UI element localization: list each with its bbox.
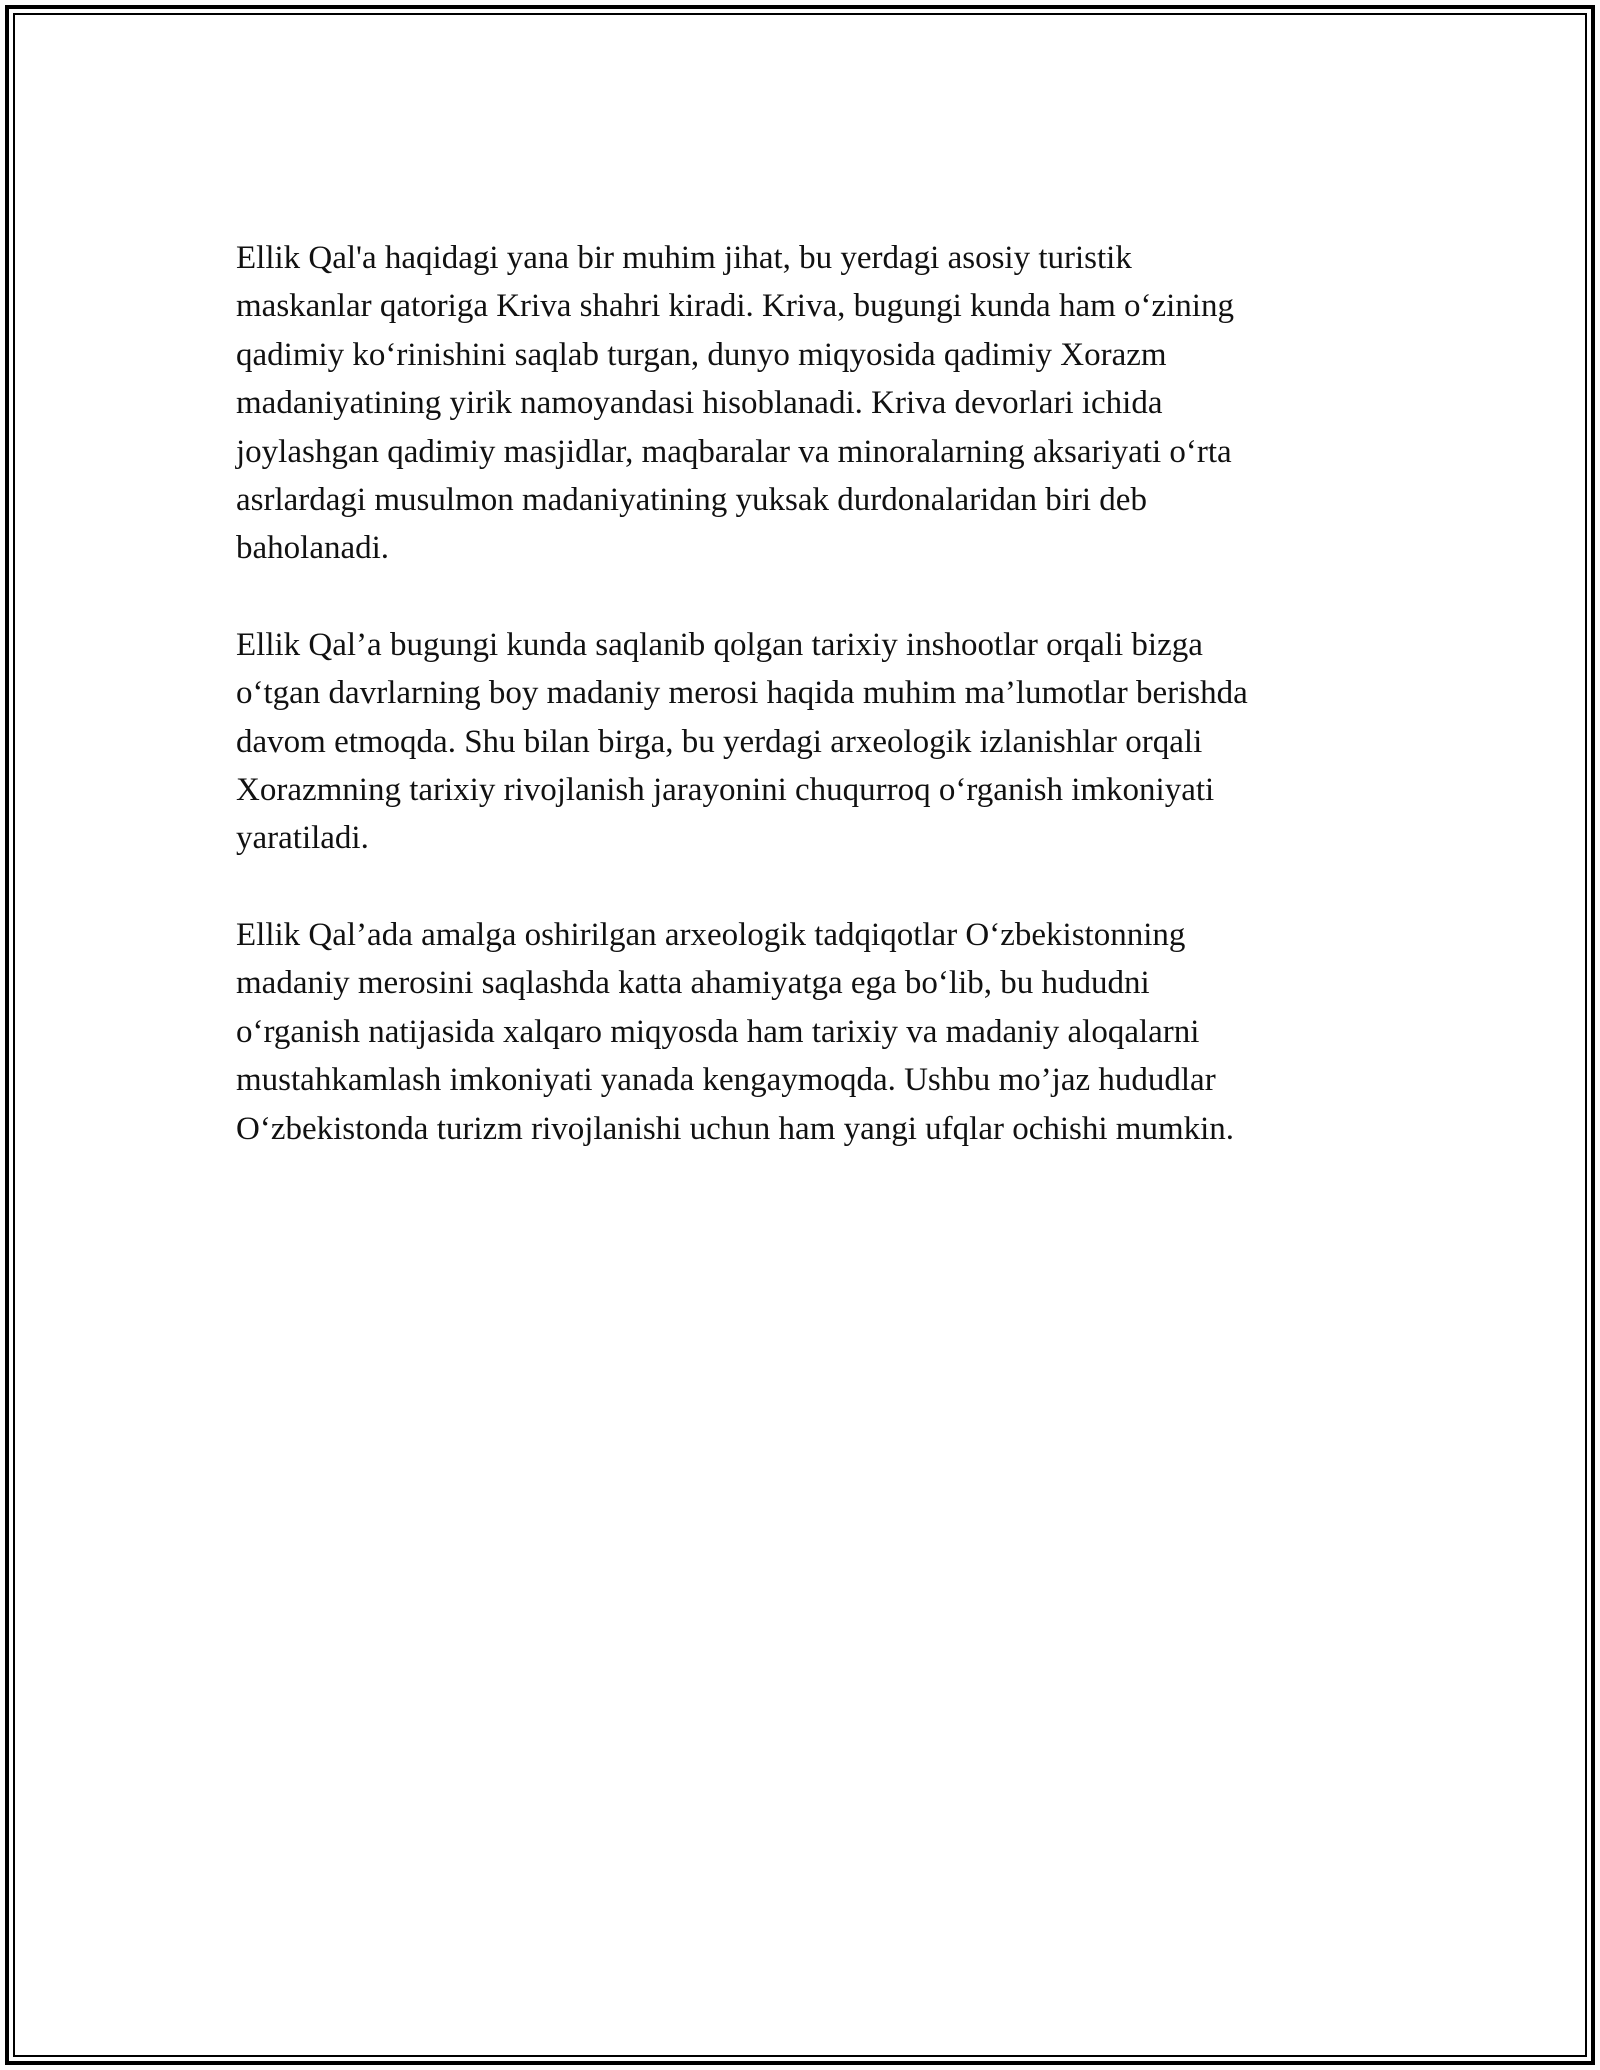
text-line: davom etmoqda. Shu bilan birga, bu yerdagi arxeologik izlanishlar orqali [236, 723, 1203, 760]
text-line: madaniy merosini saqlashda katta ahamiyatga ega bo‘lib, bu hududni [236, 965, 1150, 1002]
text-line: qadimiy ko‘rinishini saqlab turgan, dunyo miqyosida qadimiy Xorazm [236, 336, 1167, 373]
paragraph-2 [236, 621, 1386, 863]
text-line: o‘rganish natijasida xalqaro miqyosda ham tarixiy va madaniy aloqalarni [236, 1013, 1200, 1050]
paragraph-3 [236, 911, 1386, 1153]
text-line: Xorazmning tarixiy rivojlanish jarayonini chuqurroq o‘rganish imkoniyati [236, 772, 1215, 809]
text-line: baholanadi. [236, 530, 390, 567]
text-line: yaratiladi. [236, 820, 369, 857]
text-line: o‘tgan davrlarning boy madaniy merosi haqida muhim ma’lumotlar berishda [236, 675, 1248, 712]
text-line: joylashgan qadimiy masjidlar, maqbaralar va minoralarning aksariyati o‘rta [236, 433, 1232, 470]
text-line: asrlardagi musulmon madaniyatining yuksak durdonalaridan biri deb [236, 482, 1147, 519]
text-line: Ellik Qal’a bugungi kunda saqlanib qolgan tarixiy inshootlar orqali bizga [236, 626, 1203, 663]
text-line: O‘zbekistonda turizm rivojlanishi uchun ham yangi ufqlar ochishi mumkin. [236, 1110, 1235, 1147]
text-line: maskanlar qatoriga Kriva shahri kiradi. Kriva, bugungi kunda ham o‘zining [236, 288, 1234, 325]
document-body [236, 234, 1386, 1201]
text-line: madaniyatining yirik namoyandasi hisoblanadi. Kriva devorlari ichida [236, 385, 1163, 422]
paragraph-1 [236, 234, 1386, 573]
text-line: Ellik Qal'a haqidagi yana bir muhim jihat, bu yerdagi asosiy turistik [236, 240, 1132, 276]
text-line: mustahkamlash imkoniyati yanada kengaymoqda. Ushbu mo’jaz hududlar [236, 1062, 1216, 1099]
text-line: Ellik Qal’ada amalga oshirilgan arxeologik tadqiqotlar O‘zbekistonning [236, 916, 1186, 953]
